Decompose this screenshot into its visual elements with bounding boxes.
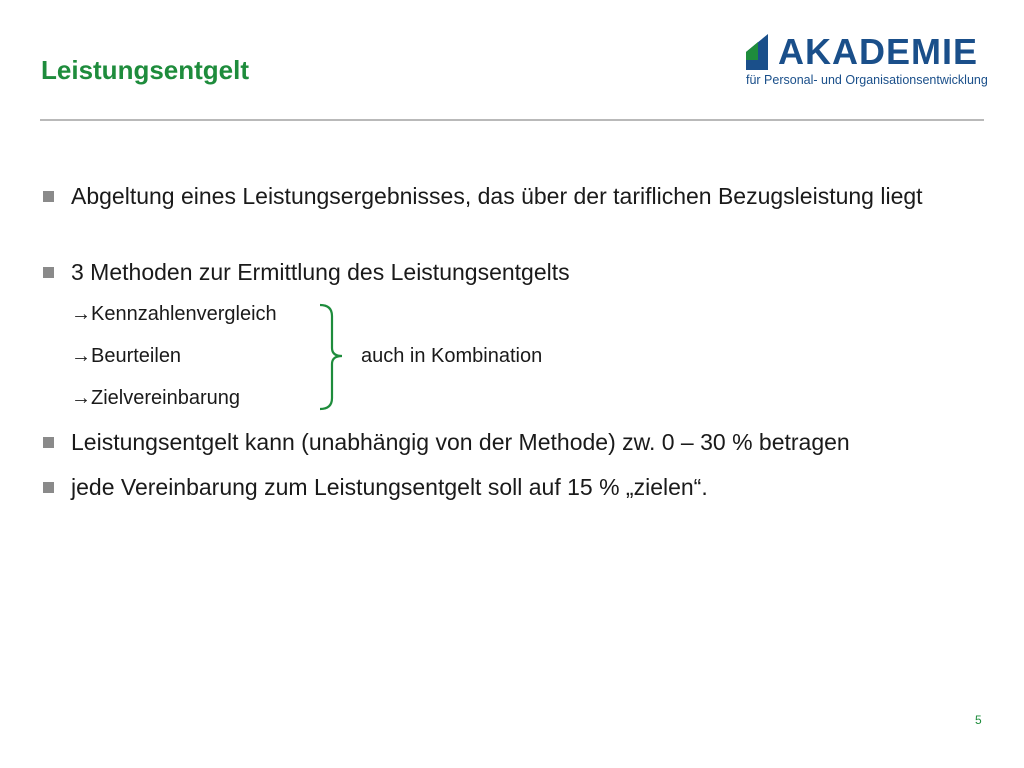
slide-title: Leistungsentgelt <box>41 55 250 85</box>
square-bullet-icon <box>43 191 54 202</box>
square-bullet-icon <box>43 437 54 448</box>
square-bullet-icon <box>43 482 54 493</box>
page-number: 5 <box>975 713 982 727</box>
bullet-text: 3 Methoden zur Ermittlung des Leistungsentgelts <box>71 259 570 285</box>
square-bullet-icon <box>43 267 54 278</box>
bullet-text: jede Vereinbarung zum Leistungsentgelt soll auf 15 % „zielen“. <box>71 474 708 500</box>
bullet-item <box>43 181 973 211</box>
combination-note: auch in Kombination <box>361 345 543 367</box>
logo-wordmark: AKADEMIE <box>778 31 979 72</box>
header-divider <box>40 119 984 121</box>
bullet-text: Leistungsentgelt kann (unabhängig von der Methode) zw. 0 – 30 % betragen <box>71 429 850 455</box>
logo-subtitle: für Personal- und Organisationsentwicklung <box>746 73 988 87</box>
bullet-text: Abgeltung eines Leistungsergebnisses, das über der tariflichen Bezugsleistung liegt <box>71 183 923 209</box>
right-curly-brace-icon <box>318 302 358 412</box>
method-item: →Beurteilen <box>71 345 182 367</box>
bullet-item <box>43 472 973 502</box>
bullet-item <box>43 257 973 287</box>
method-item: →Kennzahlenvergleich <box>71 303 277 325</box>
logo-house-icon <box>744 32 774 72</box>
bullet-item <box>43 427 973 457</box>
akademie-logo <box>744 30 988 90</box>
method-item: →Zielvereinbarung <box>71 387 240 409</box>
